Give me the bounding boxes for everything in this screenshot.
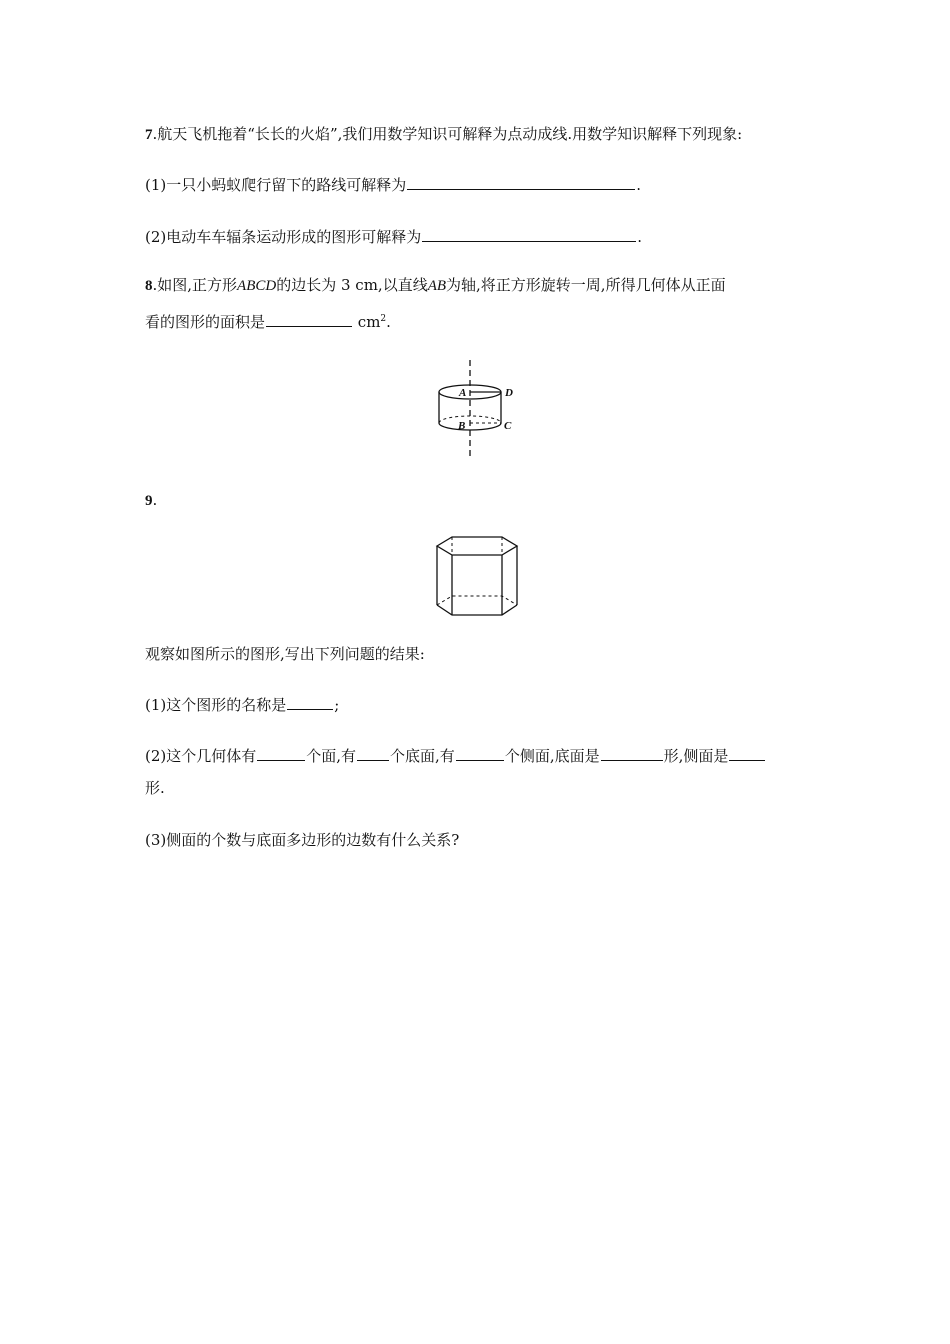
q9-base-shape-blank[interactable] xyxy=(601,745,663,761)
q7-part2 xyxy=(145,226,642,247)
q9-part2 xyxy=(145,745,766,766)
q7-part2-blank[interactable] xyxy=(422,226,636,242)
q8-line2-text: 看的图形的面积是 xyxy=(145,313,266,331)
q8-unit-exp: 2 xyxy=(380,314,387,324)
label-c: C xyxy=(504,420,512,432)
q8-period: . xyxy=(386,313,391,331)
q8-number: 8 xyxy=(145,278,153,294)
q9-part2-c: 个底面,有 xyxy=(390,747,455,765)
q9-part2-b: 个面,有 xyxy=(306,747,357,765)
q8-square-name: ABCD xyxy=(237,278,277,294)
q9-part1 xyxy=(145,694,339,715)
q9-faces-blank[interactable] xyxy=(257,745,305,761)
q7-part1-period: . xyxy=(636,176,642,194)
prism-bottom-hidden xyxy=(437,596,517,605)
prism-top-face xyxy=(437,537,517,555)
q9-bases-blank[interactable] xyxy=(357,745,389,761)
q9-part2-d: 个侧面,底面是 xyxy=(504,747,600,765)
q9-part3: (3)侧面的个数与底面多边形的边数有什么关系? xyxy=(145,831,460,849)
q9-part1-blank[interactable] xyxy=(287,694,333,710)
q9-lateral-shape-blank[interactable] xyxy=(729,745,765,761)
q9-intro: 观察如图所示的图形,写出下列问题的结果: xyxy=(145,645,425,663)
label-b: B xyxy=(458,420,466,432)
q7-number: 7 xyxy=(145,127,153,143)
hexagonal-prism-figure xyxy=(434,533,524,619)
q8-stem-b: 的边长为 3 cm,以直线 xyxy=(276,276,428,294)
q7-part2-period: . xyxy=(637,228,643,246)
q8-answer-blank[interactable] xyxy=(266,311,352,327)
label-d: D xyxy=(505,387,513,399)
q7-stem xyxy=(145,124,742,145)
q9-heading xyxy=(145,490,157,511)
q9-lateral-faces-blank[interactable] xyxy=(456,745,504,761)
q9-part2-e: 形,侧面是 xyxy=(663,747,729,765)
q9-dot: . xyxy=(152,491,158,509)
cylinder-figure xyxy=(430,358,530,462)
prism-bottom-visible xyxy=(437,605,517,615)
q7-part1 xyxy=(145,174,641,195)
q8-unit: cm xyxy=(357,313,381,331)
label-a: A xyxy=(459,387,467,399)
q7-part2-text: (2)电动车车辐条运动形成的图形可解释为 xyxy=(145,228,422,246)
q8-stem xyxy=(145,275,726,296)
q9-part2-tail: 形. xyxy=(145,779,165,797)
q8-axis-name: AB xyxy=(427,278,447,294)
q7-part1-text: (1)一只小蚂蚁爬行留下的路线可解释为 xyxy=(145,176,407,194)
q9-part2-a: (2)这个几何体有 xyxy=(145,747,257,765)
q7-stem-text: .航天飞机拖着“长长的火焰”,我们用数学知识可解释为点动成线.用数学知识解释下列现象: xyxy=(152,125,743,143)
q9-part1-end: ; xyxy=(334,696,340,714)
q8-stem-a: .如图,正方形 xyxy=(152,276,238,294)
q9-part1-text: (1)这个图形的名称是 xyxy=(145,696,287,714)
q7-part1-blank[interactable] xyxy=(407,174,635,190)
q8-line2 xyxy=(145,311,391,332)
q8-stem-c: 为轴,将正方形旋转一周,所得几何体从正面 xyxy=(446,276,726,294)
q9-number: 9 xyxy=(145,493,153,509)
